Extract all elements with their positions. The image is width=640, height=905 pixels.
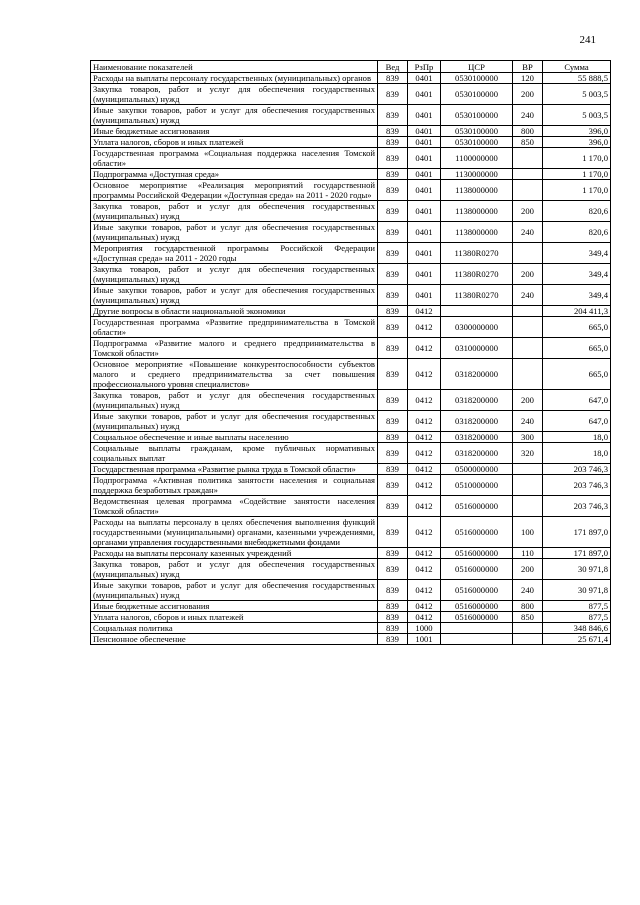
cell-name: Закупка товаров, работ и услуг для обеспечения государственных (муниципальных) нужд: [91, 390, 378, 411]
cell-vr: [513, 169, 543, 180]
cell-vr: 100: [513, 517, 543, 548]
cell-csr: 0318200000: [441, 443, 513, 464]
cell-sum: 30 971,8: [543, 559, 611, 580]
cell-ved: 839: [378, 559, 408, 580]
cell-sum: 18,0: [543, 432, 611, 443]
table-row: [91, 285, 611, 306]
cell-sum: 647,0: [543, 390, 611, 411]
cell-ved: 839: [378, 180, 408, 201]
cell-vr: [513, 634, 543, 645]
header-csr: ЦСР: [441, 61, 513, 73]
cell-ved: 839: [378, 634, 408, 645]
cell-name: Иные бюджетные ассигнования: [91, 601, 378, 612]
cell-rzpr: 0412: [408, 390, 441, 411]
cell-vr: [513, 623, 543, 634]
cell-csr: [441, 306, 513, 317]
cell-name: Основное мероприятие «Реализация мероприятий государственной программы Российской Федерации «Доступная среда» на 2011 - 2020 годы»: [91, 180, 378, 201]
cell-vr: 320: [513, 443, 543, 464]
cell-name: Социальное обеспечение и иные выплаты населению: [91, 432, 378, 443]
cell-sum: 55 888,5: [543, 73, 611, 84]
cell-rzpr: 0401: [408, 105, 441, 126]
cell-sum: 820,6: [543, 222, 611, 243]
cell-ved: 839: [378, 432, 408, 443]
cell-vr: 240: [513, 105, 543, 126]
cell-csr: 1130000000: [441, 169, 513, 180]
cell-sum: 1 170,0: [543, 169, 611, 180]
cell-name: Пенсионное обеспечение: [91, 634, 378, 645]
cell-sum: 349,4: [543, 243, 611, 264]
cell-rzpr: 1000: [408, 623, 441, 634]
cell-name: Иные закупки товаров, работ и услуг для обеспечения государственных (муниципальных) нужд: [91, 411, 378, 432]
header-ved: Вед: [378, 61, 408, 73]
cell-sum: 25 671,4: [543, 634, 611, 645]
cell-rzpr: 0401: [408, 222, 441, 243]
cell-rzpr: 0412: [408, 338, 441, 359]
cell-rzpr: 0412: [408, 548, 441, 559]
cell-csr: 11380R0270: [441, 264, 513, 285]
table-row: [91, 264, 611, 285]
cell-rzpr: 0412: [408, 411, 441, 432]
cell-name: Закупка товаров, работ и услуг для обеспечения государственных (муниципальных) нужд: [91, 201, 378, 222]
table-header: [91, 61, 611, 73]
table-row: [91, 548, 611, 559]
cell-csr: 0318200000: [441, 411, 513, 432]
cell-ved: 839: [378, 601, 408, 612]
cell-csr: 0530100000: [441, 126, 513, 137]
cell-sum: 665,0: [543, 359, 611, 390]
cell-name: Основное мероприятие «Повышение конкурентоспособности субъектов малого и среднего предпринимательства за счет повышения профессионального уровня специалистов»: [91, 359, 378, 390]
table-row: [91, 338, 611, 359]
cell-name: Закупка товаров, работ и услуг для обеспечения государственных (муниципальных) нужд: [91, 84, 378, 105]
cell-ved: 839: [378, 317, 408, 338]
cell-ved: 839: [378, 306, 408, 317]
page-number: 241: [579, 34, 596, 46]
cell-rzpr: 0401: [408, 201, 441, 222]
cell-csr: 1138000000: [441, 201, 513, 222]
cell-vr: 240: [513, 285, 543, 306]
cell-sum: 171 897,0: [543, 548, 611, 559]
cell-rzpr: 0412: [408, 317, 441, 338]
cell-ved: 839: [378, 148, 408, 169]
cell-name: Расходы на выплаты персоналу казенных учреждений: [91, 548, 378, 559]
cell-name: Социальная политика: [91, 623, 378, 634]
cell-rzpr: 0412: [408, 443, 441, 464]
table-row: [91, 306, 611, 317]
cell-csr: 1138000000: [441, 222, 513, 243]
cell-name: Иные закупки товаров, работ и услуг для обеспечения государственных (муниципальных) нужд: [91, 222, 378, 243]
cell-csr: 11380R0270: [441, 285, 513, 306]
cell-csr: 0516000000: [441, 548, 513, 559]
cell-ved: 839: [378, 612, 408, 623]
cell-name: Подпрограмма «Активная политика занятости населения и социальная поддержка безработных граждан»: [91, 475, 378, 496]
cell-rzpr: 0401: [408, 285, 441, 306]
table-row: [91, 443, 611, 464]
cell-ved: 839: [378, 73, 408, 84]
cell-sum: 349,4: [543, 285, 611, 306]
header-row: [91, 61, 611, 73]
cell-name: Иные бюджетные ассигнования: [91, 126, 378, 137]
cell-name: Иные закупки товаров, работ и услуг для обеспечения государственных (муниципальных) нужд: [91, 285, 378, 306]
header-rzpr: РзПр: [408, 61, 441, 73]
cell-csr: 0516000000: [441, 517, 513, 548]
cell-ved: 839: [378, 443, 408, 464]
cell-name: Государственная программа «Социальная поддержка населения Томской области»: [91, 148, 378, 169]
table-row: [91, 359, 611, 390]
cell-name: Государственная программа «Развитие предпринимательства в Томской области»: [91, 317, 378, 338]
cell-sum: 647,0: [543, 411, 611, 432]
cell-csr: 0318200000: [441, 432, 513, 443]
header-vr: ВР: [513, 61, 543, 73]
cell-csr: 0530100000: [441, 73, 513, 84]
cell-vr: [513, 496, 543, 517]
cell-ved: 839: [378, 548, 408, 559]
cell-name: Подпрограмма «Доступная среда»: [91, 169, 378, 180]
cell-csr: 0510000000: [441, 475, 513, 496]
cell-vr: [513, 243, 543, 264]
cell-ved: 839: [378, 623, 408, 634]
cell-rzpr: 0401: [408, 243, 441, 264]
cell-name: Социальные выплаты гражданам, кроме публичных нормативных социальных выплат: [91, 443, 378, 464]
cell-rzpr: 0412: [408, 475, 441, 496]
cell-sum: 204 411,3: [543, 306, 611, 317]
cell-name: Мероприятия государственной программы Российской Федерации «Доступная среда» на 2011 - 2020 годы: [91, 243, 378, 264]
table-row: [91, 559, 611, 580]
cell-rzpr: 0412: [408, 306, 441, 317]
table-row: [91, 623, 611, 634]
cell-name: Уплата налогов, сборов и иных платежей: [91, 612, 378, 623]
cell-name: Иные закупки товаров, работ и услуг для обеспечения государственных (муниципальных) нужд: [91, 580, 378, 601]
cell-sum: 877,5: [543, 601, 611, 612]
cell-rzpr: 0401: [408, 169, 441, 180]
cell-rzpr: 0401: [408, 264, 441, 285]
cell-name: Закупка товаров, работ и услуг для обеспечения государственных (муниципальных) нужд: [91, 559, 378, 580]
cell-sum: 1 170,0: [543, 180, 611, 201]
cell-csr: 0310000000: [441, 338, 513, 359]
cell-vr: 850: [513, 612, 543, 623]
cell-rzpr: 0412: [408, 612, 441, 623]
cell-name: Расходы на выплаты персоналу государственных (муниципальных) органов: [91, 73, 378, 84]
table-row: [91, 317, 611, 338]
cell-csr: 0318200000: [441, 359, 513, 390]
cell-csr: 0530100000: [441, 137, 513, 148]
cell-sum: 171 897,0: [543, 517, 611, 548]
cell-rzpr: 0401: [408, 84, 441, 105]
cell-vr: 300: [513, 432, 543, 443]
cell-csr: 0516000000: [441, 496, 513, 517]
cell-rzpr: 1001: [408, 634, 441, 645]
cell-csr: [441, 634, 513, 645]
cell-rzpr: 0412: [408, 517, 441, 548]
cell-rzpr: 0401: [408, 126, 441, 137]
cell-rzpr: 0401: [408, 73, 441, 84]
table-row: [91, 634, 611, 645]
table-row: [91, 105, 611, 126]
cell-ved: 839: [378, 84, 408, 105]
cell-ved: 839: [378, 475, 408, 496]
cell-name: Ведомственная целевая программа «Содействие занятости населения Томской области»: [91, 496, 378, 517]
cell-sum: 396,0: [543, 126, 611, 137]
cell-vr: 120: [513, 73, 543, 84]
cell-ved: 839: [378, 201, 408, 222]
table-body: [91, 73, 611, 645]
cell-csr: 0516000000: [441, 559, 513, 580]
cell-sum: 5 003,5: [543, 105, 611, 126]
cell-csr: 0530100000: [441, 105, 513, 126]
table-row: [91, 137, 611, 148]
cell-sum: 349,4: [543, 264, 611, 285]
table-row: [91, 126, 611, 137]
table-row: [91, 475, 611, 496]
cell-sum: 18,0: [543, 443, 611, 464]
cell-vr: 200: [513, 390, 543, 411]
cell-name: Расходы на выплаты персоналу в целях обеспечения выполнения функций государственными (муниципальными) органами, казенными учреждениями, органами управления государственными внебюджетными фондами: [91, 517, 378, 548]
cell-vr: 240: [513, 411, 543, 432]
cell-name: Закупка товаров, работ и услуг для обеспечения государственных (муниципальных) нужд: [91, 264, 378, 285]
cell-name: Другие вопросы в области национальной экономики: [91, 306, 378, 317]
table-row: [91, 390, 611, 411]
header-name: Наименование показателей: [91, 61, 378, 73]
cell-ved: 839: [378, 464, 408, 475]
cell-vr: 200: [513, 201, 543, 222]
cell-sum: 820,6: [543, 201, 611, 222]
cell-sum: 203 746,3: [543, 496, 611, 517]
cell-csr: 0530100000: [441, 84, 513, 105]
cell-ved: 839: [378, 517, 408, 548]
table-row: [91, 201, 611, 222]
cell-rzpr: 0412: [408, 432, 441, 443]
cell-sum: 5 003,5: [543, 84, 611, 105]
cell-ved: 839: [378, 359, 408, 390]
cell-vr: [513, 464, 543, 475]
cell-rzpr: 0412: [408, 496, 441, 517]
cell-name: Государственная программа «Развитие рынка труда в Томской области»: [91, 464, 378, 475]
cell-ved: 839: [378, 243, 408, 264]
cell-rzpr: 0401: [408, 148, 441, 169]
cell-csr: 1138000000: [441, 180, 513, 201]
cell-vr: [513, 180, 543, 201]
table-row: [91, 612, 611, 623]
cell-vr: 200: [513, 84, 543, 105]
cell-ved: 839: [378, 496, 408, 517]
cell-vr: 200: [513, 264, 543, 285]
cell-sum: 203 746,3: [543, 475, 611, 496]
cell-csr: 0318200000: [441, 390, 513, 411]
cell-sum: 348 846,6: [543, 623, 611, 634]
cell-csr: 0516000000: [441, 612, 513, 623]
cell-sum: 877,5: [543, 612, 611, 623]
cell-ved: 839: [378, 390, 408, 411]
cell-rzpr: 0412: [408, 359, 441, 390]
cell-rzpr: 0412: [408, 601, 441, 612]
table-row: [91, 180, 611, 201]
table-row: [91, 411, 611, 432]
table-row: [91, 73, 611, 84]
cell-vr: 800: [513, 601, 543, 612]
table-row: [91, 148, 611, 169]
cell-sum: 665,0: [543, 317, 611, 338]
cell-sum: 203 746,3: [543, 464, 611, 475]
table-row: [91, 601, 611, 612]
table-row: [91, 84, 611, 105]
cell-ved: 839: [378, 137, 408, 148]
budget-table: [90, 60, 611, 645]
cell-ved: 839: [378, 285, 408, 306]
cell-ved: 839: [378, 222, 408, 243]
cell-rzpr: 0412: [408, 559, 441, 580]
cell-vr: [513, 148, 543, 169]
cell-vr: 850: [513, 137, 543, 148]
cell-vr: [513, 317, 543, 338]
cell-csr: 0516000000: [441, 601, 513, 612]
table-row: [91, 169, 611, 180]
cell-csr: 1100000000: [441, 148, 513, 169]
table-row: [91, 517, 611, 548]
cell-vr: 110: [513, 548, 543, 559]
cell-name: Подпрограмма «Развитие малого и среднего предпринимательства в Томской области»: [91, 338, 378, 359]
cell-vr: [513, 338, 543, 359]
cell-vr: [513, 475, 543, 496]
table-row: [91, 222, 611, 243]
table-row: [91, 580, 611, 601]
table-row: [91, 243, 611, 264]
cell-vr: 240: [513, 222, 543, 243]
cell-name: Иные закупки товаров, работ и услуг для обеспечения государственных (муниципальных) нужд: [91, 105, 378, 126]
cell-sum: 396,0: [543, 137, 611, 148]
cell-csr: 0300000000: [441, 317, 513, 338]
table-row: [91, 432, 611, 443]
cell-csr: 0500000000: [441, 464, 513, 475]
cell-rzpr: 0401: [408, 180, 441, 201]
cell-ved: 839: [378, 580, 408, 601]
cell-csr: 0516000000: [441, 580, 513, 601]
cell-sum: 1 170,0: [543, 148, 611, 169]
cell-rzpr: 0412: [408, 464, 441, 475]
cell-vr: 800: [513, 126, 543, 137]
cell-ved: 839: [378, 264, 408, 285]
header-sum: Сумма: [543, 61, 611, 73]
cell-csr: 11380R0270: [441, 243, 513, 264]
cell-ved: 839: [378, 105, 408, 126]
cell-rzpr: 0401: [408, 137, 441, 148]
cell-rzpr: 0412: [408, 580, 441, 601]
cell-ved: 839: [378, 126, 408, 137]
cell-sum: 665,0: [543, 338, 611, 359]
cell-ved: 839: [378, 338, 408, 359]
cell-vr: [513, 306, 543, 317]
cell-ved: 839: [378, 169, 408, 180]
cell-csr: [441, 623, 513, 634]
cell-ved: 839: [378, 411, 408, 432]
cell-name: Уплата налогов, сборов и иных платежей: [91, 137, 378, 148]
cell-vr: [513, 359, 543, 390]
table-row: [91, 496, 611, 517]
cell-sum: 30 971,8: [543, 580, 611, 601]
cell-vr: 240: [513, 580, 543, 601]
cell-vr: 200: [513, 559, 543, 580]
table-row: [91, 464, 611, 475]
